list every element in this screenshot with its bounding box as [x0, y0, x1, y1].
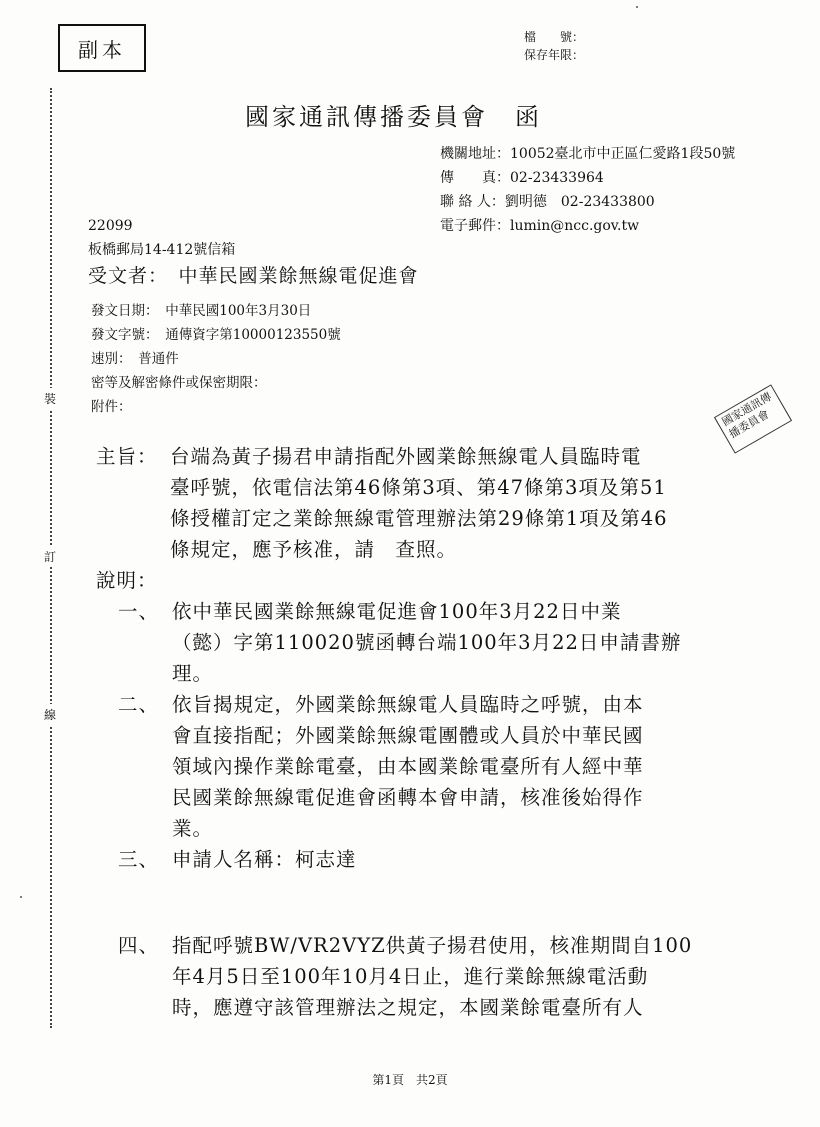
postal-code: 22099 — [88, 218, 133, 234]
item-line: 領域內操作業餘電臺，由本國業餘電臺所有人經中華 — [172, 755, 644, 778]
contact-person: 聯 絡 人：劉明德 02-23433800 — [440, 194, 655, 210]
retention-period: 保存年限： — [524, 48, 585, 62]
received-stamp: 國家通訊傳播委員會 — [714, 384, 792, 453]
contact-address: 機關地址：10052臺北市中正區仁愛路1段50號 — [440, 146, 736, 162]
subject-line: 臺呼號，依電信法第46條第3項、第47條第3項及第51 — [170, 476, 667, 499]
subject-label: 主旨： — [96, 445, 158, 468]
item-line: 時，應遵守該管理辦法之規定，本國業餘電臺所有人 — [172, 996, 644, 1019]
po-box: 板橋郵局14-412號信箱 — [88, 242, 236, 258]
file-number: 檔 號： — [524, 30, 585, 44]
item-number: 二、 — [118, 693, 160, 716]
copy-label: 副本 — [58, 24, 146, 72]
scan-speck — [636, 6, 638, 8]
secrecy-level: 密等及解密條件或保密期限： — [91, 375, 267, 391]
delivery-speed: 速別： 普通件 — [91, 351, 179, 367]
subject-line: 條授權訂定之業餘無線電管理辦法第29條第1項及第46 — [170, 507, 668, 530]
item-line: 業。 — [172, 817, 214, 840]
binding-mark: 訂 — [44, 546, 56, 567]
item-line: 民國業餘無線電促進會函轉本會申請，核准後始得作 — [172, 786, 644, 809]
page-footer: 第1頁 共2頁 — [372, 1073, 448, 1087]
item-line: 指配呼號BW/VR2VYZ供黃子揚君使用，核准期間自100 — [172, 934, 693, 957]
scan-speck — [20, 896, 22, 898]
attachments: 附件： — [91, 399, 132, 415]
document-number: 發文字號： 通傳資字第10000123550號 — [91, 327, 341, 343]
explanation-label: 說明： — [96, 569, 158, 592]
subject-line: 台端為黃子揚君申請指配外國業餘無線電人員臨時電 — [170, 445, 642, 468]
contact-fax: 傳 真：02-23433964 — [440, 170, 604, 186]
contact-email: 電子郵件：lumin@ncc.gov.tw — [440, 218, 640, 234]
item-number: 三、 — [118, 848, 160, 871]
binding-mark: 裝 — [44, 388, 56, 409]
issue-date: 發文日期： 中華民國100年3月30日 — [91, 303, 312, 319]
org-title: 國家通訊傳播委員會 函 — [245, 103, 542, 131]
item-line: （懿）字第110020號函轉台端100年3月22日申請書辦 — [172, 631, 682, 654]
item-number: 一、 — [118, 600, 160, 623]
item-line: 會直接指配；外國業餘無線電團體或人員於中華民國 — [172, 724, 644, 747]
item-line: 依旨揭規定，外國業餘無線電人員臨時之呼號，由本 — [172, 693, 644, 716]
item-line: 理。 — [172, 662, 214, 685]
item-line: 申請人名稱：柯志達 — [172, 848, 357, 871]
addressee: 受文者： 中華民國業餘無線電促進會 — [88, 265, 419, 287]
binding-mark: 線 — [44, 704, 56, 725]
subject-line: 條規定，應予核准，請 查照。 — [170, 538, 458, 561]
item-line: 年4月5日至100年10月4日止，進行業餘無線電活動 — [172, 965, 649, 988]
item-number: 四、 — [118, 934, 160, 957]
item-line: 依中華民國業餘無線電促進會100年3月22日中業 — [172, 600, 622, 623]
